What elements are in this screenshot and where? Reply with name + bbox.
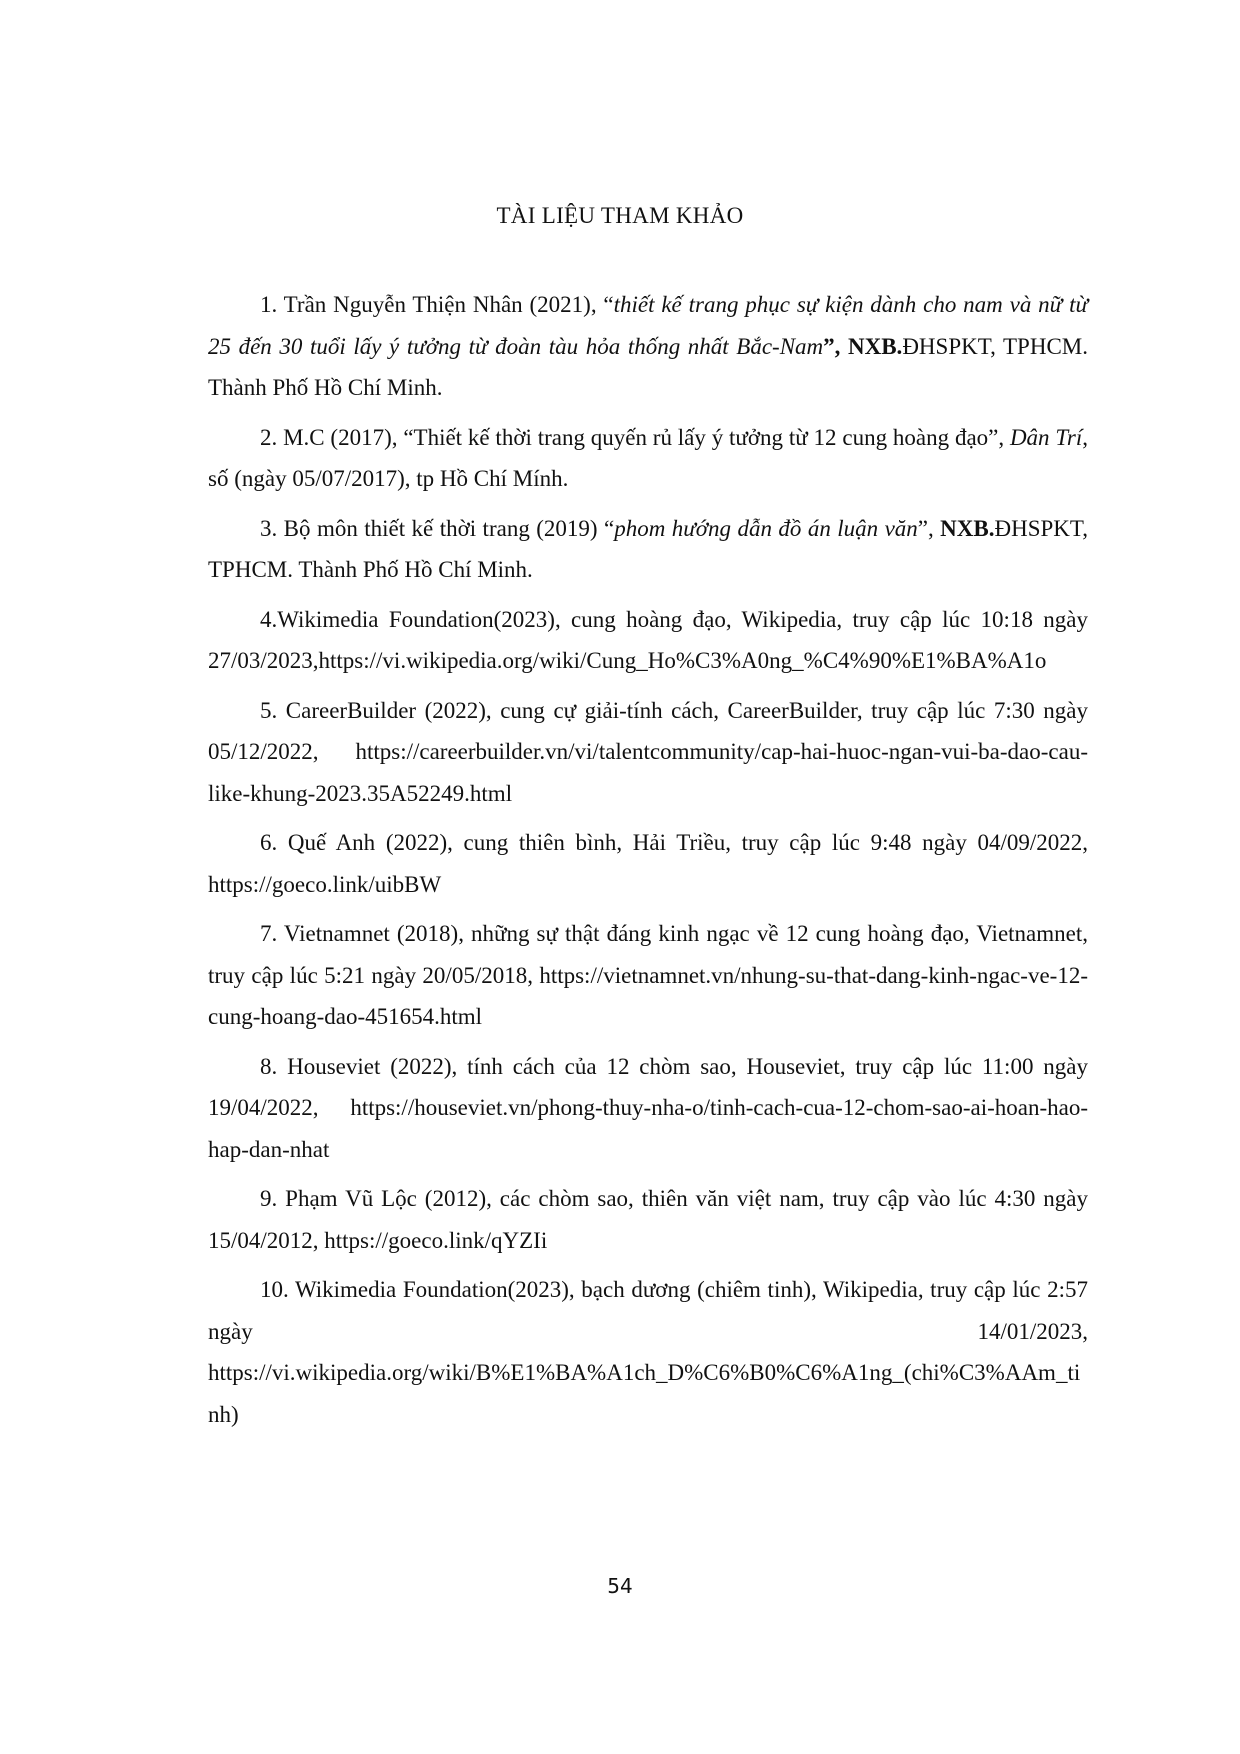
ref-url[interactable]: https://vietnamnet.vn/nhung-su-that-dang-kinh-ngac-ve-12-cung-hoang-dao-451654.html <box>208 962 1088 1029</box>
ref-text: 3. Bộ môn thiết kế thời trang (2019) “ <box>260 515 615 541</box>
reference-item-10 <box>208 1269 1088 1435</box>
ref-text: , số (ngày 05/07/2017), tp Hồ Chí Mính. <box>208 424 1088 491</box>
ref-url[interactable]: https://careerbuilder.vn/vi/talentcommunity/cap-hai-huoc-ngan-vui-ba-dao-cau-like-khung-2023.35A52249.html <box>208 739 1088 806</box>
ref-url[interactable]: https://goeco.link/qYZIi <box>324 1227 548 1253</box>
ref-title: phom hướng dẫn đồ án luận văn <box>614 515 918 541</box>
ref-text: ĐHSPKT, TPHCM. Thành Phố Hồ Chí Minh. <box>208 333 1088 400</box>
ref-text <box>840 334 848 359</box>
ref-text: 6. Quế Anh (2022), cung thiên bình, Hải Triều, truy cập lúc 9:48 ngày 04/09/2022, <box>260 830 1088 855</box>
ref-text: ”, <box>823 333 841 359</box>
ref-url[interactable]: https://goeco.link/uibBW <box>208 871 442 897</box>
ref-url[interactable]: https://houseviet.vn/phong-thuy-nha-o/tinh-cach-cua-12-chom-sao-ai-hoan-hao-hap-dan-nhat <box>208 1095 1088 1162</box>
ref-text: ĐHSPKT, TPHCM. Thành Phố Hồ Chí Minh. <box>208 515 1088 582</box>
ref-text: 8. Houseviet (2022), tính cách của 12 chòm sao, Houseviet, truy cập lúc 11:00 ngày 19/04/2022, <box>208 1053 1088 1120</box>
reference-item-8 <box>208 1046 1088 1171</box>
ref-publisher: NXB. <box>940 515 995 541</box>
ref-text: 2. M.C (2017), “Thiết kế thời trang quyến rủ lấy ý tưởng từ 12 cung hoàng đạo”, <box>260 424 1010 450</box>
reference-item-2 <box>208 417 1088 500</box>
ref-text: 5. CareerBuilder (2022), cung cự giải-tính cách, CareerBuilder, truy cập lúc 7:30 ngày 05/12/2022, <box>208 697 1088 764</box>
reference-item-5 <box>208 690 1088 815</box>
ref-text: ”, <box>917 515 941 541</box>
page-title: TÀI LIỆU THAM KHẢO <box>496 203 744 228</box>
ref-text: 4.Wikimedia Foundation(2023), cung hoàng đạo, Wikipedia, truy cập lúc 10:18 ngày 27/03/2023, <box>208 606 1088 673</box>
ref-title: thiết kế trang phục sự kiện dành cho nam và nữ từ 25 đến 30 tuổi lấy ý tưởng từ đoàn tàu hỏa thống nhất Bắc-Nam <box>208 292 1088 359</box>
reference-item-1 <box>208 284 1088 409</box>
reference-item-7 <box>208 913 1088 1038</box>
ref-url[interactable]: https://vi.wikipedia.org/wiki/B%E1%BA%A1ch_D%C6%B0%C6%A1ng_(chi%C3%AAm_tinh) <box>208 1360 1081 1427</box>
ref-text: 9. Phạm Vũ Lộc (2012), các chòm sao, thiên văn việt nam, truy cập vào lúc 4:30 ngày 15/04/2012, <box>208 1186 1088 1253</box>
reference-item-4 <box>208 599 1088 682</box>
reference-list <box>208 284 1088 1443</box>
ref-source: Dân Trí <box>1009 424 1083 450</box>
ref-publisher: NXB. <box>848 333 903 359</box>
reference-item-6 <box>208 822 1088 905</box>
reference-item-9 <box>208 1178 1088 1261</box>
ref-text: 1. Trần Nguyễn Thiện Nhân (2021), “ <box>260 292 614 317</box>
page-number: 54 <box>607 1574 633 1598</box>
ref-url[interactable]: https://vi.wikipedia.org/wiki/Cung_Ho%C3%A0ng_%C4%90%E1%BA%A1o <box>318 648 1047 673</box>
ref-text: 7. Vietnamnet (2018), những sự thật đáng kinh ngạc về 12 cung hoàng đạo, Vietnamnet, truy cập lúc 5:21 ngày 20/05/2018, <box>208 921 1088 988</box>
ref-text: 10. Wikimedia Foundation(2023), bạch dương (chiêm tinh), Wikipedia, truy cập lúc 2:57 ngày 14/01/2023, <box>208 1277 1088 1344</box>
reference-item-3 <box>208 508 1088 591</box>
